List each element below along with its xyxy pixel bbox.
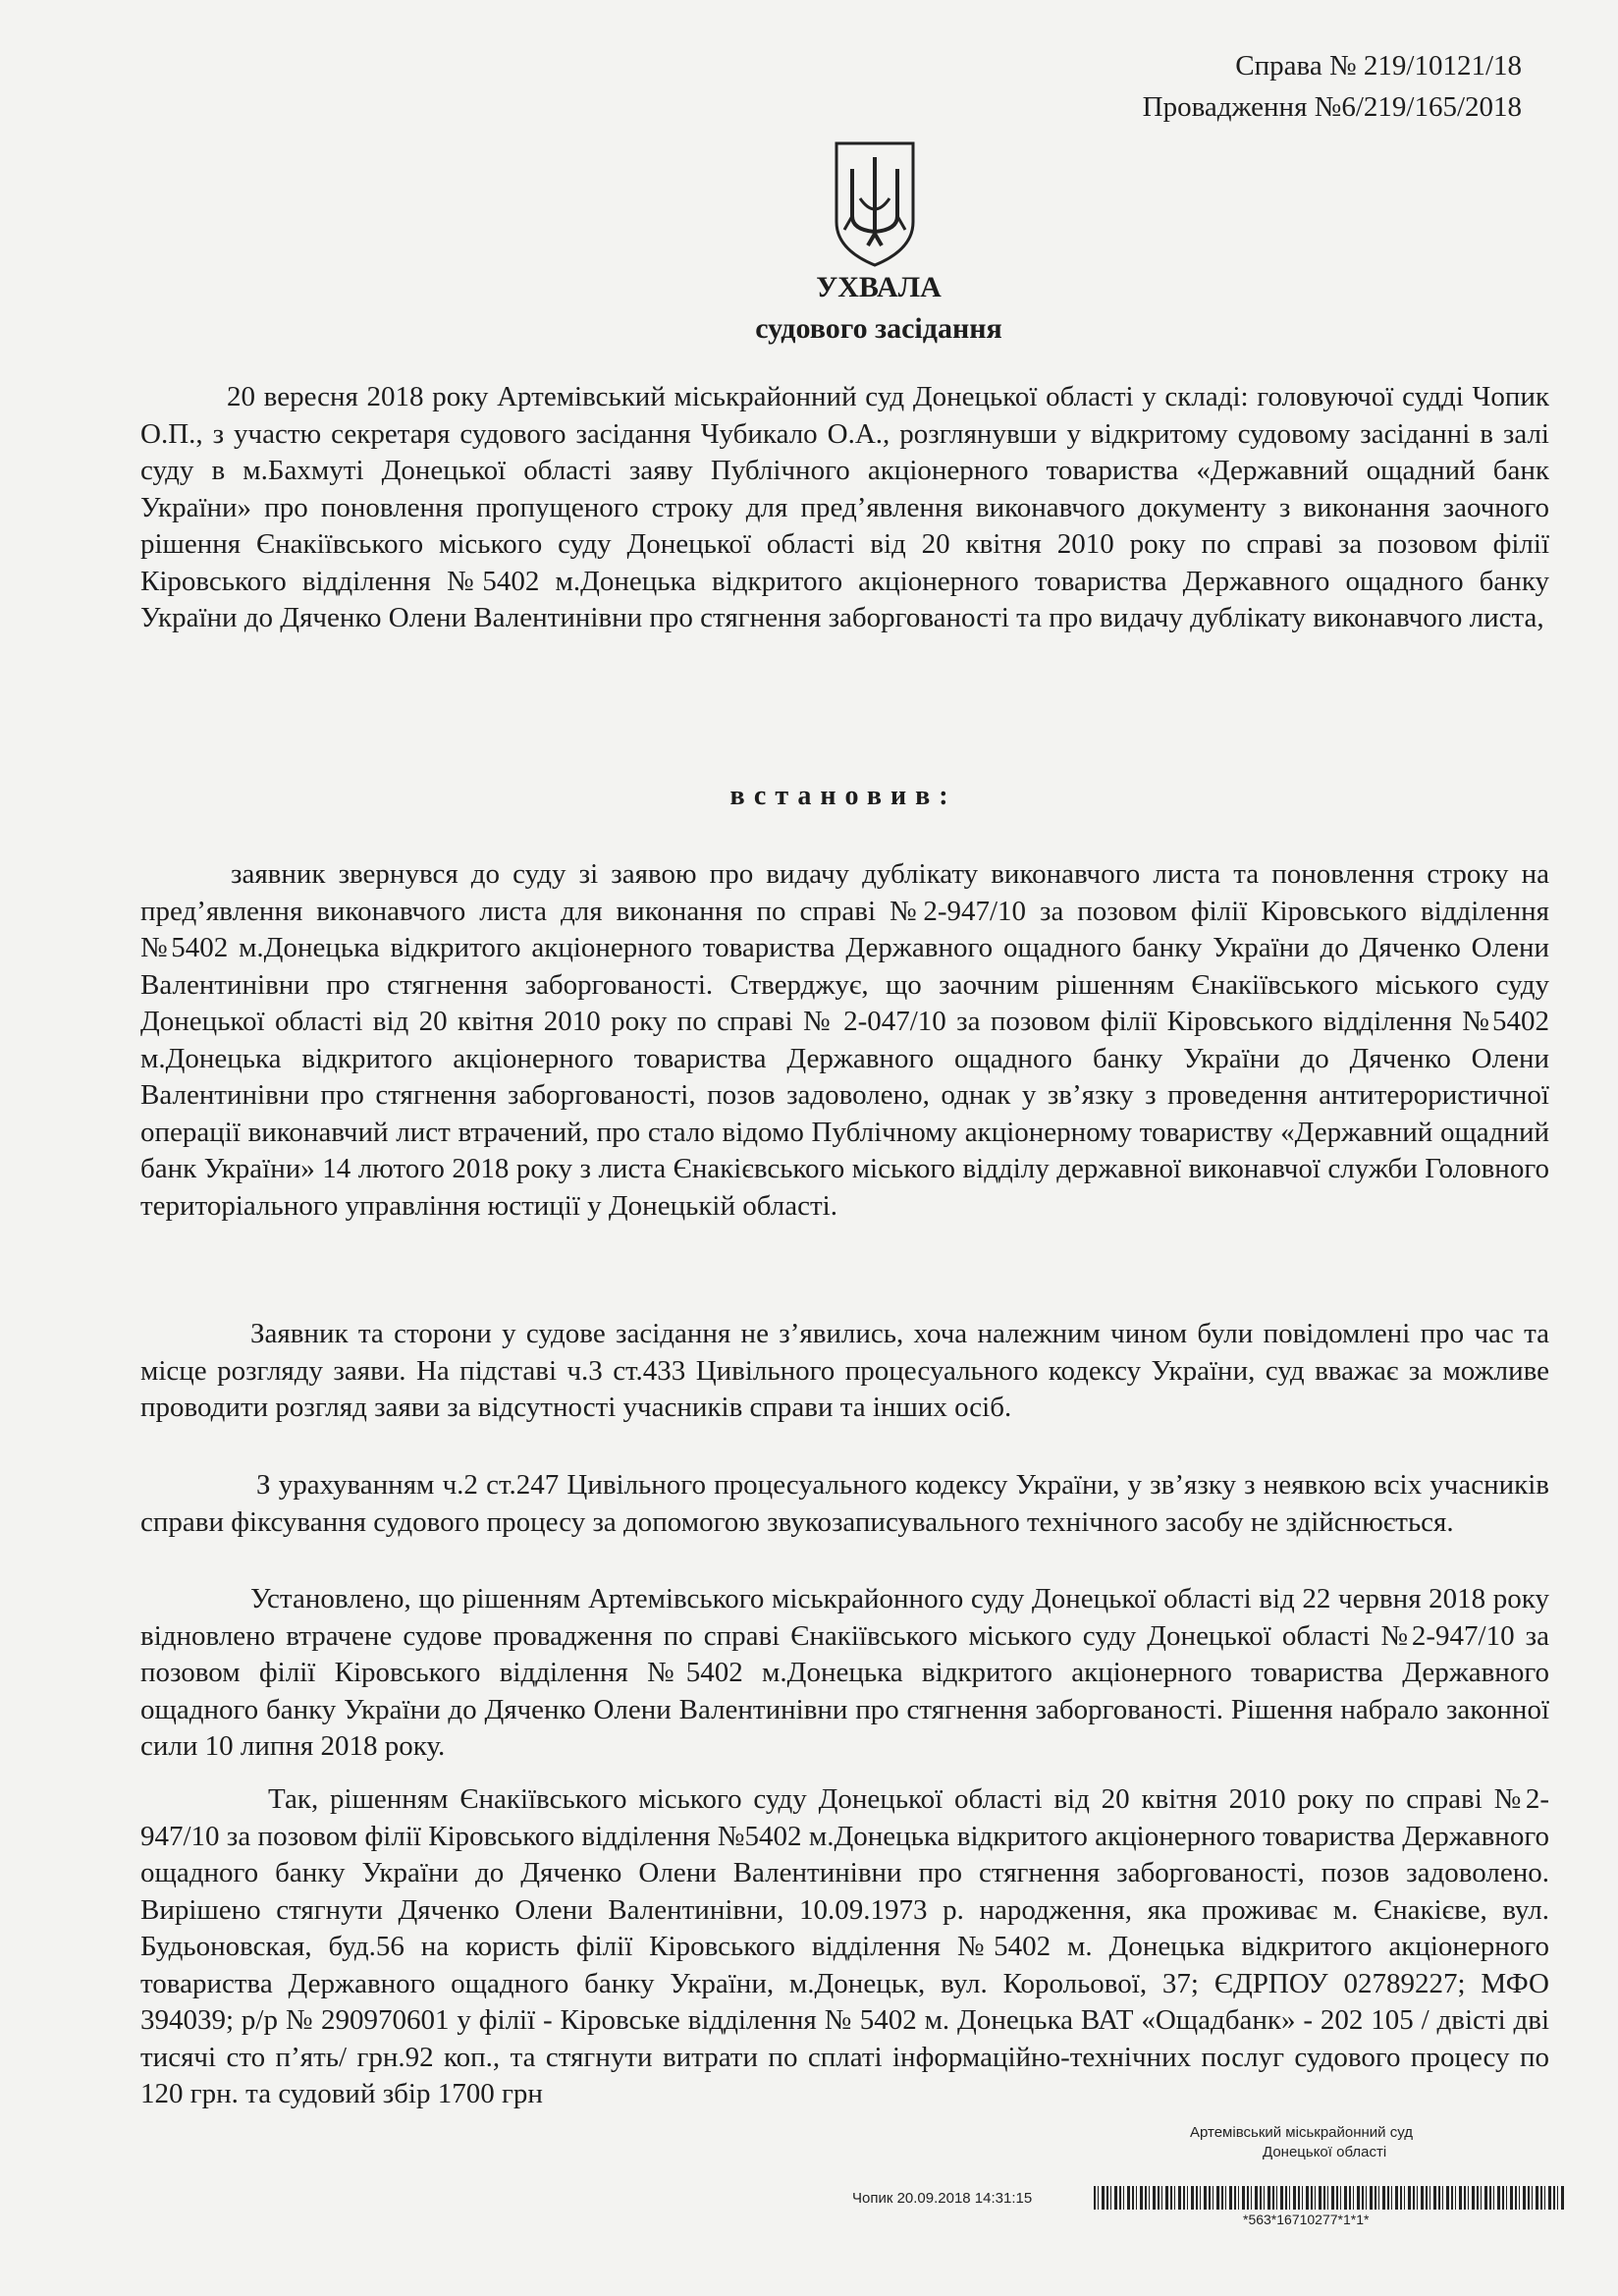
proceeding-number: Провадження №6/219/165/2018 [1142, 91, 1522, 123]
intro-paragraph: 20 вересня 2018 року Артемівський міськрайонний суд Донецької області у складі: головуючої судді Чопик О.П., з участю секретаря судового засідання Чубикало О.А., розглянувши у відкритому судовому засіданні в залі суду в м.Бахмуті Донецької області заяву Публічного акціонерного товариства «Державний ощадний банк України» про поновлення пропущеного строку для пред’явлення виконавчого документу з виконання заочного рішення Єнакіївського міського суду Донецької області від 20 квітня 2010 року по справі за позовом філії Кіровського відділення №5402 м.Донецька відкритого акціонерного товариства Державного ощадного банку України до Дяченко Олени Валентинівни про стягнення заборгованості та про видачу дублікату виконавчого листа, [140, 381, 1549, 633]
body-paragraph-3: З урахуванням ч.2 ст.247 Цивільного процесуального кодексу України, у зв’язку з неявкою всіх учасників справи фіксування судового процесу за допомогою звукозаписувального технічного засобу не здійснюється. [140, 1469, 1549, 1538]
trident-coat-of-arms-icon [831, 139, 919, 269]
stamp-signer: Чопик 20.09.2018 14:31:15 [852, 2190, 1033, 2207]
stamp-court-region: Донецької області [1263, 2144, 1387, 2160]
case-number: Справа № 219/10121/18 [1235, 50, 1522, 82]
established-heading: встановив: [729, 781, 957, 811]
body-paragraph-5: Так, рішенням Єнакіївського міського суду Донецької області від 20 квітня 2010 року по справі №2-947/10 за позовом філії Кіровського відділення №5402 м.Донецька відкритого акціонерного товариства Державного ощадного банку України до Дяченко Олени Валентинівни про стягнення заборгованості, позов задоволено. Вирішено стягнути Дяченко Олени Валентинівни, 10.09.1973 р. народження, яка проживає м. Єнакієве, вул. Будьоновская, буд.56 на користь філії Кіровського відділення №5402 м. Донецька відкритого акціонерного товариства Державного ощадного банку України, м.Донецьк, вул. Корольової, 37; ЄДРПОУ 02789227; МФО 394039; р/р № 290970601 у філії - Кіровське відділення № 5402 м. Донецька ВАТ «Ощадбанк» - 202 105 / двісті дві тисячі сто п’ять/ грн.92 коп., та стягнути витрати по сплаті інформаційно-технічних послуг судового процесу по 120 грн. та судовий збір 1700 грн [140, 1783, 1549, 2109]
body-paragraph-1: заявник звернувся до суду зі заявою про видачу дублікату виконавчого листа та поновлення строку на пред’явлення виконавчого листа для виконання по справі №2-947/10 за позовом філії Кіровського відділення №5402 м.Донецька відкритого акціонерного товариства Державного ощадного банку України до Дяченко Олени Валентинівни про стягнення заборгованості. Стверджує, що заочним рішенням Єнакіївського міського суду Донецької області від 20 квітня 2010 року по справі № 2-047/10 за позовом філії Кіровського відділення №5402 м.Донецька відкритого акціонерного товариства Державного ощадного банку України до Дяченко Олени Валентинівни про стягнення заборгованості, позов задоволено, однак у зв’язку з проведення антитерористичної операції виконавчий лист втрачений, про стало відомо Публічному акціонерному товариству «Державний ощадний банк України» 14 лютого 2018 року з листа Єнакієвського міського відділу державної виконавчої служби Головного територіального управління юстиції у Донецькій області. [140, 858, 1549, 1222]
barcode-text: *563*16710277*1*1* [1243, 2212, 1370, 2227]
document-subtitle: судового засідання [755, 312, 1002, 345]
body-paragraph-4: Установлено, що рішенням Артемівського міськрайонного суду Донецької області від 22 червня 2018 року відновлено втрачене судове провадження по справі Єнакіївського міського суду Донецької області №2-947/10 за позовом філії Кіровського відділення №5402 м.Донецька відкритого акціонерного товариства Державного ощадного банку України до Дяченко Олени Валентинівни про стягнення заборгованості. Рішення набрало законної сили 10 липня 2018 року. [140, 1583, 1549, 1762]
stamp-court-name: Артемівський міськрайонний суд [1190, 2124, 1413, 2141]
barcode [1094, 2186, 1565, 2210]
body-paragraph-2: Заявник та сторони у судове засідання не з’явились, хоча належним чином були повідомлені про час та місце розгляду заяви. На підставі ч.3 ст.433 Цивільного процесуального кодексу України, суд вважає за можливе проводити розгляд заяви за відсутності учасників справи та інших осіб. [140, 1318, 1549, 1423]
document-title: УХВАЛА [816, 271, 942, 303]
